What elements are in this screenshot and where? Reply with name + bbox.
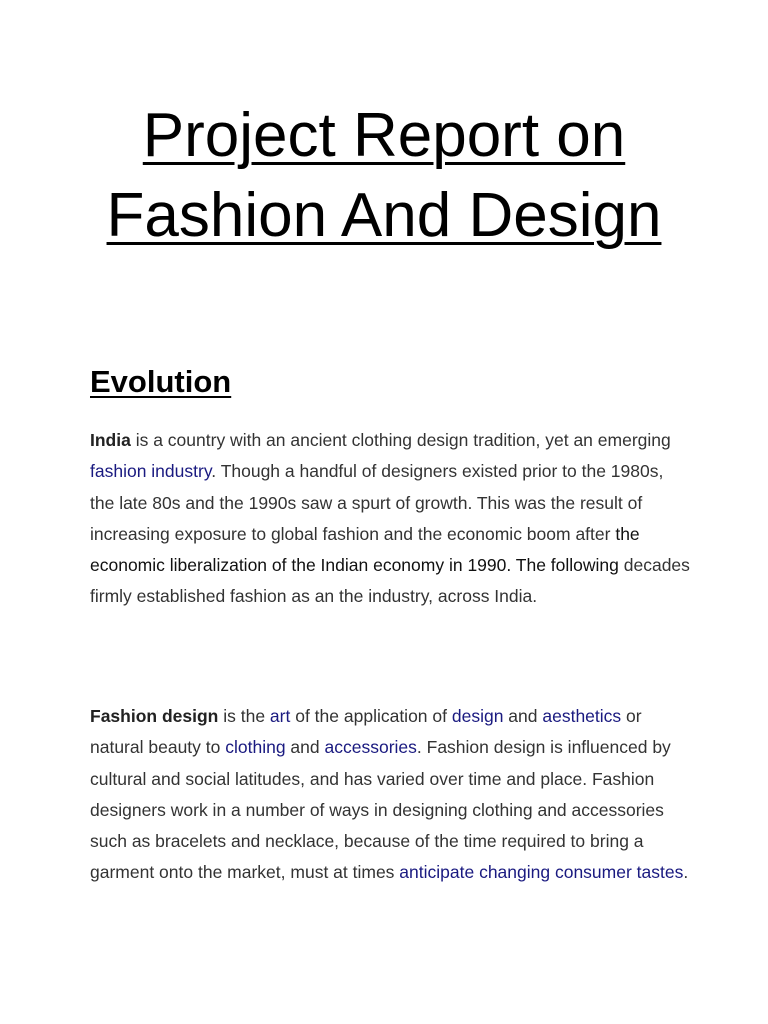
page-title-line-2: Fashion And Design — [106, 181, 662, 250]
text-run: of the application of — [290, 706, 452, 726]
paragraph-evolution — [90, 425, 690, 613]
text-run: . Though a handful of designers existed prior to the 1980s, the late 80s and the 1990s saw a spurt of growth. This was the result of increasing exposure to global fashion and the economic boom after — [90, 461, 664, 544]
link-anticipate-changing-consumer-tastes[interactable]: anticipate changing consumer tastes — [399, 862, 684, 883]
text-run: is the — [218, 706, 270, 726]
text-run: or natural beauty to — [90, 706, 642, 758]
text-run: is a country with an ancient clothing design tradition, yet an emerging — [130, 430, 671, 450]
text-run: decades firmly established fashion as an the industry, across India. — [90, 555, 690, 607]
link-fashion-industry[interactable]: fashion industry — [90, 461, 212, 482]
page-title-line-1: Project Report on — [142, 101, 626, 170]
text-run: and — [503, 706, 543, 726]
bold-term-india: India — [90, 430, 131, 450]
link-clothing[interactable]: clothing — [225, 737, 286, 758]
bold-term-fashion-design: Fashion design — [90, 706, 219, 726]
link-accessories[interactable]: accessories — [324, 737, 417, 758]
link-design[interactable]: design — [451, 706, 504, 726]
page-title — [0, 96, 768, 256]
text-run: and — [285, 737, 325, 758]
link-aesthetics[interactable]: aesthetics — [542, 706, 622, 726]
link-art[interactable]: art — [269, 706, 291, 726]
text-run-liberalization: the economic liberalization of the Indian economy in 1990. The following — [90, 523, 640, 576]
section-heading-evolution: Evolution — [90, 364, 232, 399]
text-run: . Fashion design is influenced by cultural and social latitudes, and has varied over time and place. Fashion designers work in a number of ways in designing clothing and accessories such as bracelets and necklace, because of the time required to bring a garment onto the market, must at times — [90, 737, 671, 883]
paragraph-fashion-design — [90, 701, 690, 889]
text-run: . — [683, 862, 689, 883]
